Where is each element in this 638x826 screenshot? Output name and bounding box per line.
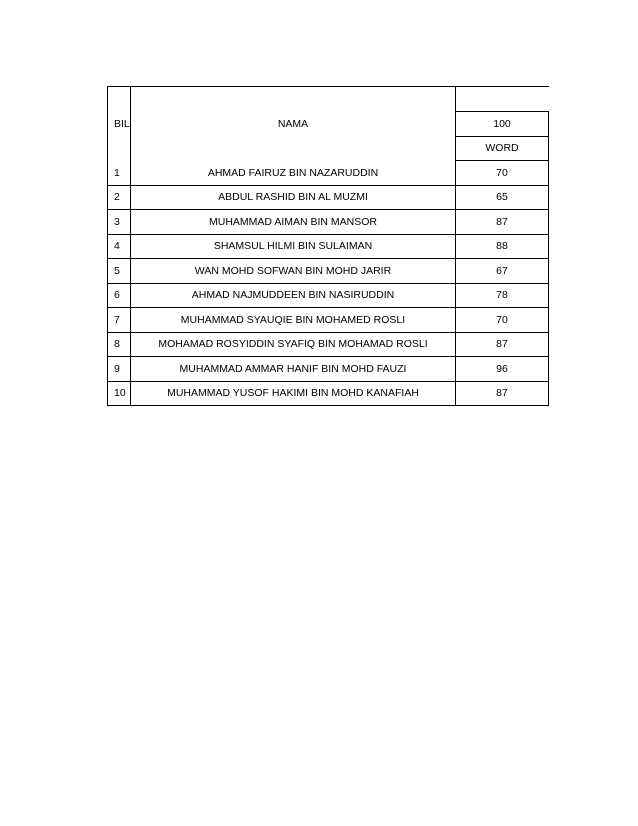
cell-word: 87	[456, 381, 549, 406]
cell-nama: AHMAD FAIRUZ BIN NAZARUDDIN	[131, 161, 456, 186]
cell-nama: MUHAMMAD SYAUQIE BIN MOHAMED ROSLI	[131, 308, 456, 333]
header-blank-cell	[456, 87, 549, 112]
table-row	[108, 185, 549, 210]
table-row	[108, 381, 549, 406]
table-row	[108, 210, 549, 235]
cell-word: 96	[456, 357, 549, 382]
table-row	[108, 357, 549, 382]
table-row	[108, 308, 549, 333]
header-total-marks: 100	[456, 112, 549, 137]
cell-nama: MUHAMMAD YUSOF HAKIMI BIN MOHD KANAFIAH	[131, 381, 456, 406]
cell-bil: 1	[108, 161, 131, 186]
cell-bil: 3	[108, 210, 131, 235]
table-row	[108, 161, 549, 186]
table-row	[108, 283, 549, 308]
cell-word: 67	[456, 259, 549, 284]
table-row	[108, 234, 549, 259]
cell-nama: WAN MOHD SOFWAN BIN MOHD JARIR	[131, 259, 456, 284]
header-bil: BIL	[108, 87, 131, 161]
cell-bil: 6	[108, 283, 131, 308]
header-word: WORD	[456, 136, 549, 161]
cell-bil: 8	[108, 332, 131, 357]
cell-nama: MUHAMMAD AIMAN BIN MANSOR	[131, 210, 456, 235]
cell-nama: SHAMSUL HILMI BIN SULAIMAN	[131, 234, 456, 259]
cell-nama: MUHAMMAD AMMAR HANIF BIN MOHD FAUZI	[131, 357, 456, 382]
cell-nama: MOHAMAD ROSYIDDIN SYAFIQ BIN MOHAMAD ROSLI	[131, 332, 456, 357]
cell-word: 88	[456, 234, 549, 259]
cell-bil: 9	[108, 357, 131, 382]
cell-word: 70	[456, 161, 549, 186]
cell-bil: 7	[108, 308, 131, 333]
header-nama: NAMA	[131, 87, 456, 161]
marks-sheet	[107, 86, 548, 406]
cell-word: 87	[456, 332, 549, 357]
table-row	[108, 332, 549, 357]
cell-word: 70	[456, 308, 549, 333]
cell-word: 87	[456, 210, 549, 235]
cell-nama: ABDUL RASHID BIN AL MUZMI	[131, 185, 456, 210]
cell-bil: 5	[108, 259, 131, 284]
cell-word: 78	[456, 283, 549, 308]
cell-bil: 10	[108, 381, 131, 406]
cell-word: 65	[456, 185, 549, 210]
table-row	[108, 259, 549, 284]
marks-table	[107, 86, 549, 406]
cell-nama: AHMAD NAJMUDDEEN BIN NASIRUDDIN	[131, 283, 456, 308]
cell-bil: 4	[108, 234, 131, 259]
cell-bil: 2	[108, 185, 131, 210]
